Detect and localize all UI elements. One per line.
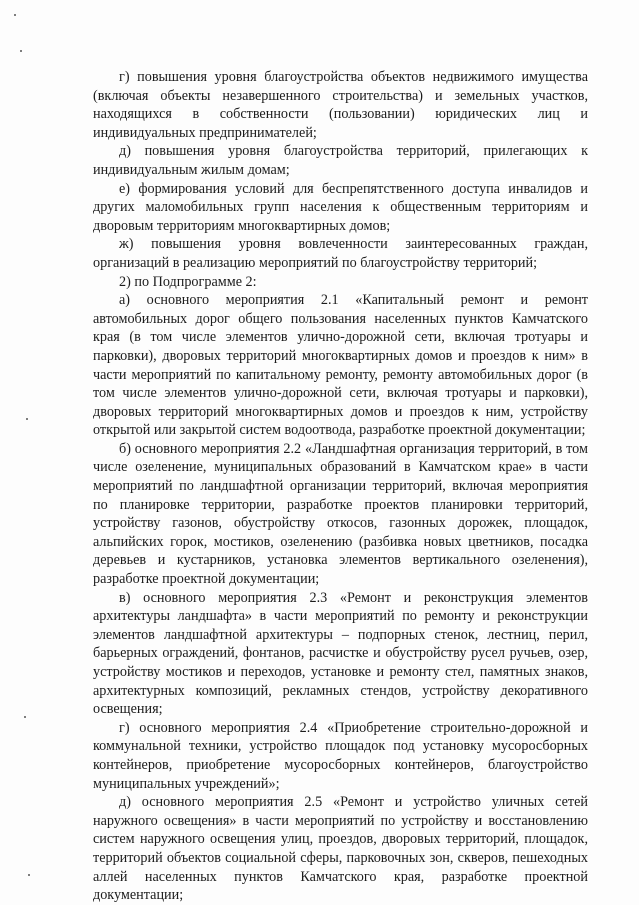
paragraph-g-activity-2-4: г) основного мероприятия 2.4 «Приобретение строительно-дорожной и коммунальной техники, устройство площадок под установку мусоросборных контейнеров, приобретение мусоросборных контейнеров, благоустройство муниципальных учреждений»; xyxy=(93,719,588,792)
paragraph-e-accessibility: е) формирования условий для беспрепятственного доступа инвалидов и других маломобильных групп населения к общественным территориям и дворовым территориям многоквартирных домов; xyxy=(93,180,588,234)
scan-speck xyxy=(14,14,16,16)
paragraph-b-activity-2-2: б) основного мероприятия 2.2 «Ландшафтная организация территорий, в том числе озеленение, муниципальных образований в Камчатском крае» в части мероприятий по ландшафтной организации территорий, включая мероприятия по планировке территории, разработке проектов планировки территорий, устройству газонов, обустройству откосов, газонных дорожек, площадок, альпийских горок, мостиков, озеленению (разбивка новых цветников, посадка деревьев и кустарников, установка элементов вертикального озеленения), разработке проектной документации; xyxy=(93,440,588,588)
scan-speck xyxy=(26,418,28,420)
paragraph-d-activity-2-5: д) основного мероприятия 2.5 «Ремонт и устройство уличных сетей наружного освещения» в части мероприятий по устройству и восстановлению систем наружного освещения улиц, проездов, дворовых территорий, площадок, территорий объектов социальной сферы, парковочных зон, скверов, пешеходных аллей населенных пунктов Камчатского края, разработке проектной документации; xyxy=(93,794,588,904)
scan-speck xyxy=(20,50,22,52)
scan-speck xyxy=(28,874,30,876)
document-body xyxy=(93,68,588,905)
paragraph-zh-citizen-involvement: ж) повышения уровня вовлеченности заинтересованных граждан, организаций в реализацию мероприятий по благоустройству территорий; xyxy=(93,236,588,271)
paragraph-a-activity-2-1: а) основного мероприятия 2.1 «Капитальный ремонт и ремонт автомобильных дорог общего пользования населенных пунктов Камчатского края (в том числе элементов улично-дорожной сети, включая тротуары и парковки), дворовых территорий многоквартирных домов и проездов к ним» в части мероприятий по капитальному ремонту, ремонту автомобильных дорог (в том числе элементов улично-дорожной сети, включая тротуары и парковки), дворовых территорий многоквартирных домов и проездов к ним, устройству открытой или закрытой систем водоотвода, разработке проектной документации; xyxy=(93,292,588,439)
paragraph-g-improvement-real-estate: г) повышения уровня благоустройства объектов недвижимого имущества (включая объекты незавершенного строительства) и земельных участков, находящихся в собственности (пользовании) юридических лиц и индивидуальных предпринимателей; xyxy=(93,69,588,141)
paragraph-v-activity-2-3: в) основного мероприятия 2.3 «Ремонт и реконструкция элементов архитектуры ландшафта» в части мероприятий по ремонту и реконструкции элементов ландшафтной архитектуры – подпорных стенок, лестниц, перил, барьерных ограждений, фонтанов, расчистке и обустройству русел ручьев, озер, устройству мостиков и переходов, установке и ремонту стел, памятных знаков, архитектурных композиций, рекламных стендов, устройству декоративного освещения; xyxy=(93,589,588,718)
paragraph-subprogram-2-heading: 2) по Подпрограмме 2: xyxy=(119,273,257,290)
paragraph-d-individual-houses: д) повышения уровня благоустройства территорий, прилегающих к индивидуальным жилым домам; xyxy=(93,143,588,178)
scan-speck xyxy=(24,716,26,718)
